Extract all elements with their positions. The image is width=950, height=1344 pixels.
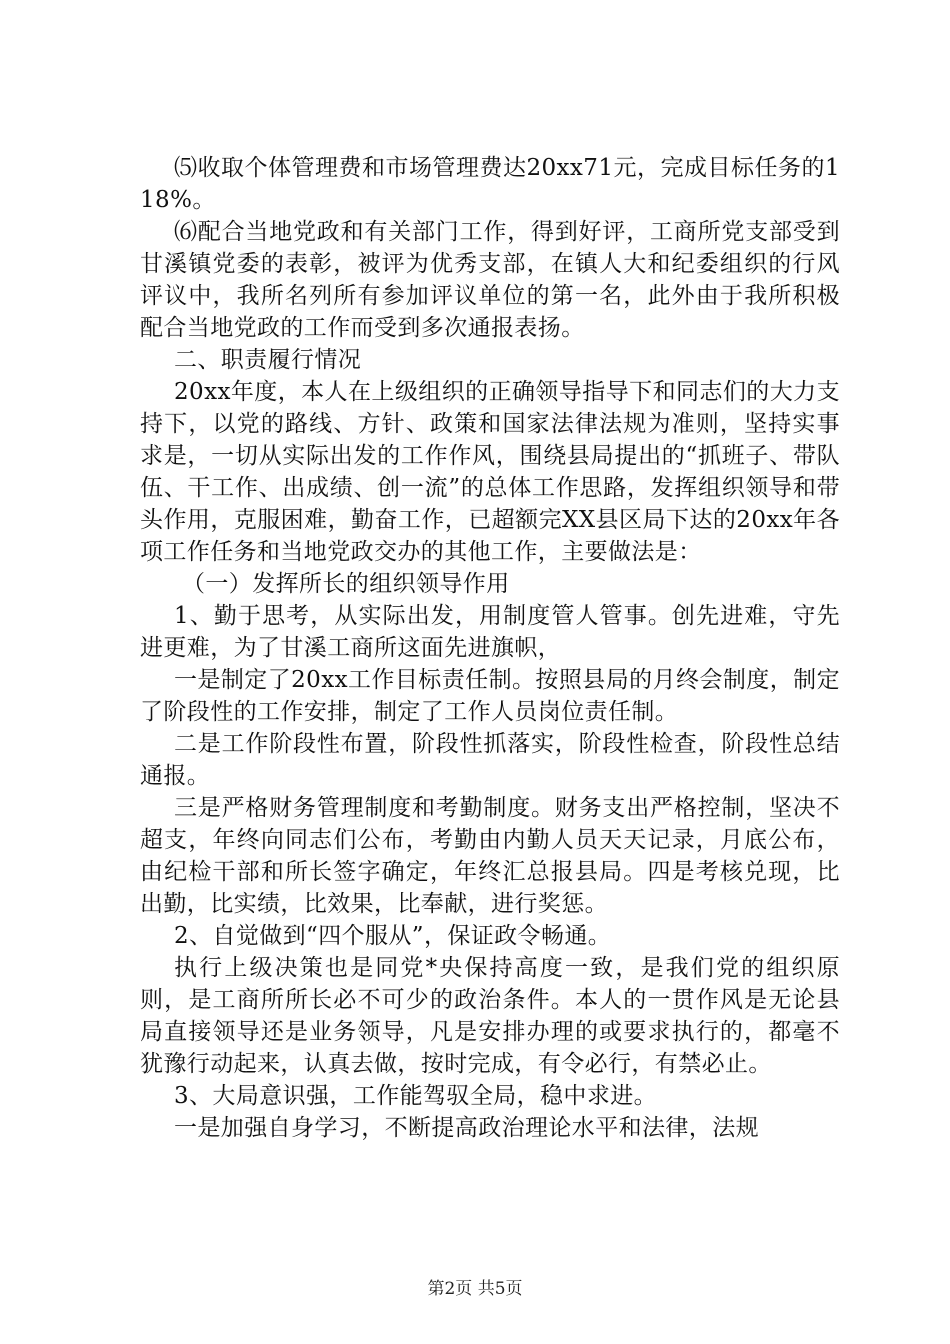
document-body [140,152,840,1144]
paragraph-third-measure: 三是严格财务管理制度和考勤制度。财务支出严格控制，坚决不超支，年终向同志们公布，考勤由内勤人员天天记录，月底公布，由纪检干部和所长签字确定，年终汇总报县局。四是考核兑现，比出勤，比实绩，比效果，比奉献，进行奖惩。 [140,795,840,917]
paragraph-execution: 执行上级决策也是同党*央保持高度一致，是我们党的组织原则，是工商所所长必不可少的政治条件。本人的一贯作风是无论县局直接领导还是业务领导，凡是安排办理的或要求执行的，都毫不犹豫行动起来，认真去做，按时完成，有令必行，有禁必止。 [140,955,840,1077]
paragraph-item-5: ⑸收取个体管理费和市场管理费达20xx71元，完成目标任务的118%。 [140,155,840,213]
section-heading: 二、职责履行情况 [174,347,362,373]
paragraph-annual-summary: 20xx年度，本人在上级组织的正确领导指导下和同志们的大力支持下，以党的路线、方针、政策和国家法律法规为准则，坚持实事求是，一切从实际出发的工作作风，围绕县局提出的“抓班子、带队伍、干工作、出成绩、创一流”的总体工作思路，发挥组织领导和带头作用，克服困难，勤奋工作，已超额完XX县区局下达的20xx年各项工作任务和当地党政交办的其他工作，主要做法是： [140,379,840,565]
paragraph-item-6: ⑹配合当地党政和有关部门工作，得到好评，工商所党支部受到甘溪镇党委的表彰，被评为优秀支部，在镇人大和纪委组织的行风评议中，我所名列所有参加评议单位的第一名，此外由于我所积极配合当地党政的工作而受到多次通报表扬。 [140,219,840,341]
paragraph-study: 一是加强自身学习，不断提高政治理论水平和法律，法规 [174,1115,759,1141]
paragraph-second-measure: 二是工作阶段性布置，阶段性抓落实，阶段性检查，阶段性总结通报。 [140,731,840,789]
paragraph-point-3: 3、大局意识强，工作能驾驭全局，稳中求进。 [174,1083,658,1109]
paragraph-first-measure: 一是制定了20xx工作目标责任制。按照县局的月终会制度，制定了阶段性的工作安排，制定了工作人员岗位责任制。 [140,667,840,725]
subsection-heading: （一）发挥所长的组织领导作用 [182,571,510,597]
paragraph-point-1: 1、勤于思考，从实际出发，用制度管人管事。创先进难，守先进更难，为了甘溪工商所这面先进旗帜， [140,603,840,661]
paragraph-point-2: 2、自觉做到“四个服从”，保证政令畅通。 [174,923,612,949]
page-number-footer: 第2页 共5页 [427,1279,523,1299]
